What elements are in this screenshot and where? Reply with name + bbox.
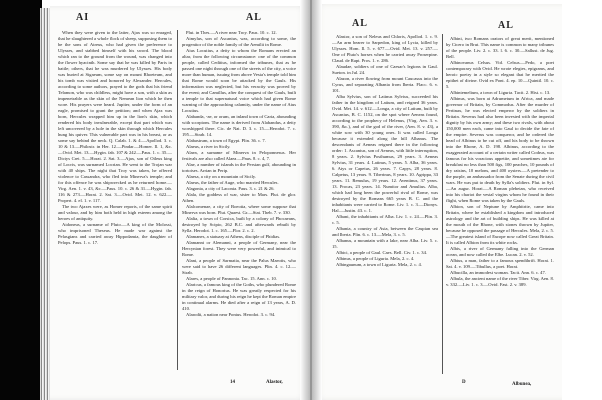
column-divider	[442, 34, 443, 374]
entry: When they were given to the latter, Ajax was so enraged, that he slaughtered a whole flock of sheep, supposing them to be the sons of Atreus, who had given the preference to Ulysses, and stabbed himself with his sword. The blood which ran to the ground from the wound, was changed into the flower hyacinth. Some say that he was killed by Paris in battle; others, that he was murdered by Ulysses. His body was buried at Sigaeum, some say on mount Rhoeteum, and his tomb was visited and honored by Alexander. Hercules, according to some authors, prayed to the gods that his friend Telamon, who was childless, might have a son, with a skin as impenetrable as the skin of the Nemean lion which he then wore. His prayers were heard. Jupiter, under the form of an eagle, promised to grant the petition; and when Ajax was born, Hercules wrapped him up in the lion's skin, which rendered his body invulnerable, except that part which was left uncovered by a hole in the skin through which Hercules hung his quiver. This vulnerable part was in his breast, or as some say behind the neck. Q. Calab. 1. & 4.—Apollod. 3. c. 10 & 13.—Philostr. in Her. 12.—Pindar.—Homer. Il. 1, &c.—Ovid. Met. 13.—Hygin. fab. 107 & 242.—Paus. 1. c. 35.—Dictys Cret. 5.—Horat. 2. Sat. 3.—Ajax, son of Oileus king of Locris, was surnamed Locrian. He went to the Trojan war with 40 ships. The night that Troy was taken, he offered violence to Cassandra, who fled into Minerva's temple; and for this offence he was shipwrecked as he returned home.—Virg. Aen. 1. v. 43, &c.—Paus. 10. c. 26 & 31.—Hygin. fab. 116 & 273.—Horat. 2. Sat. 3.—Ovid. Met. 12. v. 622.—Propert. 4. el. 1. v. 117.	[58, 30, 172, 203]
entry: Alaesa, a city on a mountain of Sicily.	[186, 174, 256, 179]
entry: Albintemelium, a town of Liguria. Tacit. 2. Hist. c. 13.	[450, 90, 551, 95]
entry: Albici, a people of Gaul. Caes. Bell. Civ. 1. c. 34.	[336, 250, 428, 255]
entry: Alabastrum, a town of Egypt. Plin. 36. c. 7.	[186, 138, 266, 143]
entry: Alani, a people of Sarmatia, near the Palus Maeotis, who were said to have 26 different languages. Plin. 4. c. 12.—Strab.	[182, 258, 296, 275]
entry: Alagonia, a city of Laconia. Paus. 3. c. 21 & 26.	[186, 186, 275, 191]
page-number: 14	[230, 380, 235, 385]
entry: Albinovanus Celsus. Vid. Celsus.—Pedo, a poet contemporary with Ovid. He wrote elegies, epigrams, and heroic poetry in a style so elegant that he merited the epithet of divine. Ovid ex Pont. 4. ep. 10.—Quintil. 10. c. 5.	[446, 60, 554, 89]
entry: Alaea, a surname of Minerva in Peloponnesus. Her festivals are also called Alaea.—Paus. 8. c. 4, 7.	[182, 150, 296, 161]
entry: Albion, son of Neptune by Amphitrite, came into Britain, where he established a kingdom and introduced astrology and the art of building ships. He was killed at the mouth of the Rhone, with stones thrown by Jupiter, because he opposed the passage of Hercules. Mela, 2. c. 5.—The greatest island of Europe now called Great Britain. It is called Albion from its white rocks.	[446, 204, 554, 245]
entry: Alaeus, the father of Auge, who married Hercules.	[186, 180, 279, 185]
entry: Alalcomenae, a city of Boeotia, where some suppose that Minerva was born. Plut. Quaest. Gr.—Stat. Theb. 7. v. 330.	[182, 204, 296, 215]
left-page-column-1	[58, 30, 172, 376]
book-gutter	[300, 0, 322, 400]
entry: The two Ajaxes were, as Homer reports, of the same spirit and valour, and by him both held in high esteem among the heroes of antiquity.	[58, 204, 172, 221]
left-page-header-right: AL	[246, 12, 262, 23]
left-page	[50, 6, 310, 400]
entry: Alaudae, soldiers of one of Caesar's legions in Gaul. Sueton. in Jul. 24.	[332, 64, 438, 75]
entry: Albucilla, an immodest woman. Tacit. Ann. 6. c. 47.	[450, 270, 546, 275]
entry: Albania, a country of Asia, between the Caspian sea and Iberia. Plin. 6. c. 13.—Mela, 3. c. 5.	[332, 226, 438, 237]
scan-background	[0, 0, 42, 400]
entry: Albini, two Romans orators of great merit, mentioned by Cicero in Brut. This name is common to many tribunes of the people. Liv. 2. c. 33. l. 6. c. 30.—Sallust. de Jug. Bell.	[446, 36, 554, 59]
entry: Albani, the inhabitants of Alba. Liv. 1. c. 24.—Plin. 3. c. 5.	[332, 214, 438, 225]
entry: Albula, the ancient name of the river Tiber. Virg. Aen. 8. v. 332.—Liv. 1. c. 3.—Ovid. Fast. 2. v. 389.	[446, 276, 554, 287]
entry: Albanus, a mountain with a lake, near Alba. Liv. 5. c. 15.	[332, 238, 438, 249]
entry: Albius, a man, father to a famous spendthrift. Horat. 1. Sat. 4. v. 109.—Tibullus, a poet. Horat.	[446, 258, 554, 269]
entry: Plut. in Thes.—A river near Troy. Paus. 10. c. 12.	[186, 30, 277, 35]
right-page-column-2	[446, 36, 554, 378]
entry: Alba Sylvius, son of Latinus Sylvius, succeeded his father in the kingdom of Latium, and reigned 36 years. Ovid. Met. 14. v. 612.—Longa, a city of Latium, built by Ascanius, B. C. 1152, on the spot where Aeneas found, according to the prophecy of Helenus, (Virg. Aen. 3. v. 390, &c.), and of the god of the river, (Aen. 8. v. 43), a white sow with 30 young ones. It was called Longa because it extended along the hill Albanus. The descendants of Aeneas reigned there in the following order: 1. Ascanius, son of Aeneas, with little interruption, 8 years. 2. Sylvius Posthumus, 29 years. 3. Aeneas Sylvius, 31 years. 4. Latinus, 5 years. 5. Alba, 36 years. 6. Atys or Capetus, 26 years. 7. Capys, 28 years. 8. Calpetus, 13 years. 9. Tiberinus, 8 years. 10. Agrippa, 33 years. 11. Remulus, 19 years. 12. Aventinus, 37 years. 13. Procas, 23 years. 14. Numitor and Amulius. Alba, which had long been the powerful rival of Rome, was destroyed by the Romans 665 years B. C. and the inhabitants were carried to Rome. Liv. 1. c. 3.—Dionys. Hal.—Justin. 43. c. 1.	[332, 94, 438, 213]
entry: Albinus, a people of Liguria. Mela, 2. c. 4.	[336, 256, 415, 261]
entry: Albis, a river of Germany falling into the German ocean, and now called the Elbe. Lucan. 2. v. 52.	[446, 246, 554, 257]
right-page	[312, 4, 562, 400]
entry: Alastor, a son of Neleus and Chloris, Apollod. 1. c. 9.—An arm bearer to Sarpedon, king of Lycia, killed by Ulysses. Hom. Il. 5. v. 677.—Ovid. Met. 13. v. 257.—One of Pluto's horses when he carried away Proserpine. Claud. de Rapt. Pros. 1. v. 286.	[332, 34, 438, 63]
entry: Alalia, a town of Corsica, built by a colony of Phocaeans, destroyed by Scipio, 262 B.C. and afterwards rebuilt by Sylla. Herodot. 1. c. 165.—Flor. 2. c. 2.	[182, 216, 296, 233]
right-page-column-1	[332, 34, 438, 376]
entry: Aimylus, son of Ascanius, was, according to some, the progenitor of the noble family of the Aemilii in Rome.	[182, 36, 296, 47]
left-page-header-left: AI	[76, 12, 90, 23]
catchword: Albunea,	[512, 382, 532, 387]
right-page-header-left: AL	[352, 18, 368, 29]
entry: Albinus, was born at Adrumetum in Africa, and made governor of Britain, by Commodus. After the murder of Pertinax, he was elected emperor by the soldiers in Britain. Severus had also been invested with the imperial dignity by his own army; and these two rivals, with about 150,000 men each, came into Gaul to decide the fate of the empire. Severus was conqueror, and he ordered the head of Albinus to be cut off, and his body to be thrown into the Rhone, A. D. 198. Albinus, according to the exaggerated account of a certain writer called Codrus, was famous for his voracious appetite, and sometimes ate for breakfast no less than 500 figs, 100 peaches, 10 pounds of dry raisins, 10 melons, and 400 oysters.—A pretender to the purple, an ambassador from the Senate during the civil wars. He was put to death by Sylla's soldiers. Plut. in Syl.—An augur. Horat.—A Roman plebeian, who received into his chariot the vestal virgins whom he found in their flight, when Rome was taken by the Gauls.	[446, 96, 554, 203]
entry: Aidoneus, a surname of Pluto.—A king of the Molossi, who imprisoned Theseus. He made war against the Pelasgians and carried away Hippodamia, the daughter of Pelops. Paus. 1. c. 17.	[58, 222, 172, 245]
entry: Alaeus, a river in Sicily.	[186, 144, 231, 149]
entry: Alae, a number of islands in the Persian gulf, abounding in tortoises. Arrian in Perip.	[182, 162, 296, 173]
entry: Alamanni or Alemanni, a people of Germany, near the Hercynian forest. They were very powerful, and inimical to Rome.	[182, 240, 296, 257]
signature-mark: D	[462, 380, 466, 385]
entry: Alamanes, a statuary at Athens, disciple of Phidias.	[186, 234, 281, 239]
catchword: Alastor,	[266, 380, 283, 385]
entry: Alarodii, a nation near Pontus. Herodot. 3. c. 94.	[186, 312, 276, 317]
entry: Albingaunum, a town of Liguria. Mela, 2. c. 4.	[336, 262, 422, 267]
page-edge-fade	[562, 0, 602, 400]
entry: Alaricus, a famous king of the Goths, who plundered Rome in the reign of Honorius. He was greatly respected for his military valor, and during his reign he kept the Roman empire in continual alarms. He died after a reign of 13 years, A. D. 410.	[182, 282, 296, 311]
entry: Alabanda, -ae, or orum, an inland town of Caria, abounding with scorpions. The name is derived from Alabandus, a deity worshipped there. Cic. de Nat. D. 3. c. 15.—Herodot. 7. c. 195.—Strab. 14.	[182, 114, 296, 137]
right-page-header-right: AL	[498, 20, 514, 31]
left-page-column-2	[182, 30, 296, 376]
entry: Alala, the goddess of war, sister to Mars. Plut. de glor. Athen.	[182, 192, 296, 203]
entry: Alazon, a river flowing from mount Caucasus into the Cyrus, and separating Albania from Iberia. Flacc. 6. v. 101.	[332, 76, 438, 93]
entry: Aius Locutius, a deity to whom the Romans erected an altar, from the following circumstance: one of the common people, called Ceditius, informed the tribunes, that as he passed one night through one of the streets of the city, a voice more than human, issuing from above Vesta's temple told him that Rome would soon be attacked by the Gauls. His information was neglected, but his veracity was proved by the event; and Camillus, after the conquest of the Gauls, built a temple to that supernatural voice which had given Rome warning of the approaching calamity, under the name of Aius Locutius.	[182, 48, 296, 113]
column-divider	[177, 30, 178, 370]
entry: Alares, a people of Pannonia. Tac. 15. Ann. c. 10.	[186, 276, 277, 281]
